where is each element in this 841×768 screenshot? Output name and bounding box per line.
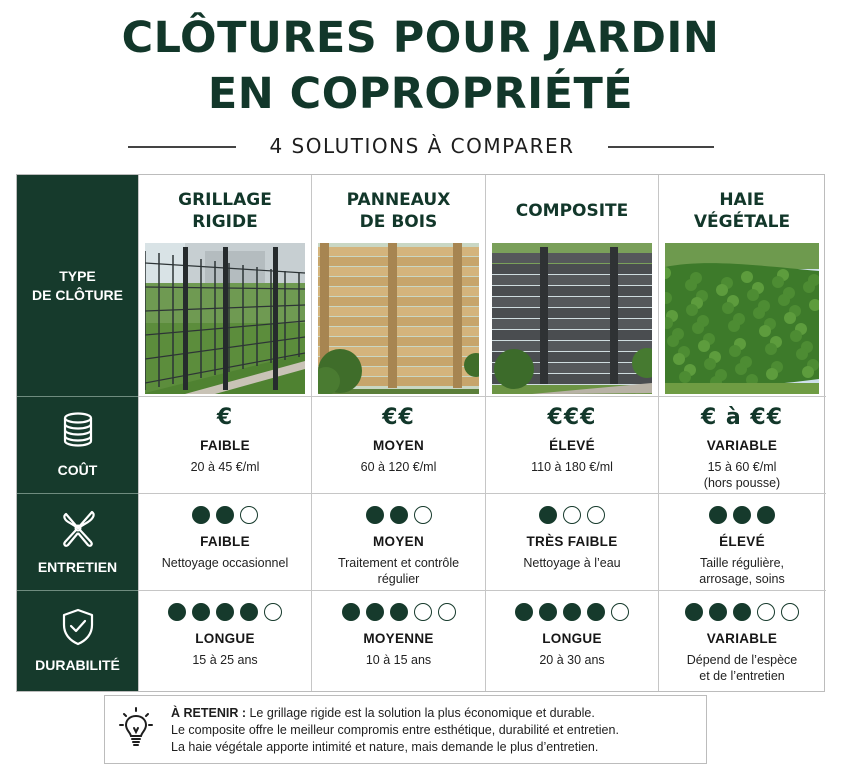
key-takeaway-line1: Le grillage rigide est la solution la plus économique et durable.	[249, 706, 595, 720]
cost-cell-composite	[486, 405, 658, 475]
durability-level: MOYENNE	[363, 631, 434, 646]
durability-rating	[139, 603, 311, 621]
page-title-line2: EN COPROPRIÉTÉ	[207, 69, 634, 119]
rating-dot	[781, 603, 799, 621]
rigid-mesh-fence-photo	[145, 243, 305, 394]
cost-symbol: €€€	[547, 405, 597, 430]
wood-panel-fence-photo	[318, 243, 479, 394]
shield-check-icon	[61, 608, 95, 646]
rating-dot	[709, 506, 727, 524]
page-title-line1: CLÔTURES POUR JARDIN	[121, 13, 720, 63]
rating-dot	[563, 506, 581, 524]
cost-level: ÉLEVÉ	[549, 438, 595, 453]
maintenance-detail: Nettoyage à l’eau	[523, 556, 621, 570]
rating-dot	[390, 603, 408, 621]
rating-dot	[587, 506, 605, 524]
cost-cell-rigid-mesh	[139, 405, 311, 475]
row-divider	[138, 590, 826, 591]
cost-detail: 15 à 60 €/ml (hors pousse)	[703, 460, 781, 490]
rating-dot	[563, 603, 581, 621]
column-header-hedge: HAIE VÉGÉTALE	[693, 190, 791, 232]
maintenance-rating	[659, 506, 825, 524]
row-label-cost	[17, 397, 138, 493]
rating-dot	[611, 603, 629, 621]
key-takeaway-line2: Le composite offre le meilleur compromis entre esthétique, durabilité et entretien.	[171, 723, 619, 737]
rating-dot	[216, 603, 234, 621]
rating-dot	[192, 603, 210, 621]
cost-level: FAIBLE	[200, 438, 250, 453]
durability-rating	[312, 603, 485, 621]
rating-dot	[539, 603, 557, 621]
durability-detail: 10 à 15 ans	[365, 653, 432, 667]
rating-dot	[685, 603, 703, 621]
cost-level: VARIABLE	[706, 438, 778, 453]
maintenance-rating	[486, 506, 658, 524]
durability-cell-composite	[486, 603, 658, 668]
maintenance-cell-composite	[486, 506, 658, 571]
row-label-type: TYPE DE CLÔTURE	[32, 267, 123, 303]
cost-detail: 110 à 180 €/ml	[531, 460, 613, 474]
cost-symbol: €	[216, 405, 234, 430]
cost-detail: 20 à 45 €/ml	[190, 460, 260, 474]
comparison-table	[16, 174, 825, 692]
rating-dot	[342, 603, 360, 621]
maintenance-cell-wood-panels	[312, 506, 485, 587]
key-takeaway-box	[104, 695, 707, 764]
rating-dot	[757, 506, 775, 524]
rating-dot	[240, 603, 258, 621]
row-label-maintenance-text: ENTRETIEN	[37, 558, 118, 575]
durability-detail: 15 à 25 ans	[192, 653, 258, 667]
cost-detail: 60 à 120 €/ml	[360, 460, 437, 474]
rating-dot	[168, 603, 186, 621]
coins-icon	[61, 411, 95, 449]
maintenance-level: FAIBLE	[200, 534, 250, 549]
rating-dot	[414, 603, 432, 621]
rating-dot	[438, 603, 456, 621]
rating-dot	[733, 506, 751, 524]
durability-cell-hedge	[659, 603, 825, 684]
subtitle-row	[0, 133, 841, 159]
maintenance-detail: Traitement et contrôle régulier	[337, 556, 460, 586]
key-takeaway-lead: À RETENIR :	[171, 706, 246, 720]
composite-fence-photo	[492, 243, 652, 394]
row-label-cost-text: COÛT	[57, 461, 98, 478]
rating-dot	[216, 506, 234, 524]
row-divider	[138, 493, 826, 494]
cost-symbol: € à €€	[700, 405, 784, 430]
rating-dot	[733, 603, 751, 621]
maintenance-level: TRÈS FAIBLE	[526, 534, 618, 549]
rating-dot	[240, 506, 258, 524]
maintenance-level: ÉLEVÉ	[719, 534, 765, 549]
rating-dot	[366, 506, 384, 524]
lightbulb-icon	[119, 706, 153, 750]
key-takeaway-text	[171, 705, 701, 756]
column-header-composite: COMPOSITE	[515, 201, 629, 221]
cost-level: MOYEN	[372, 438, 424, 453]
rating-dot	[390, 506, 408, 524]
maintenance-cell-rigid-mesh	[139, 506, 311, 571]
maintenance-rating	[312, 506, 485, 524]
maintenance-rating	[139, 506, 311, 524]
maintenance-level: MOYEN	[372, 534, 424, 549]
rating-dot	[587, 603, 605, 621]
column-header-rigid-mesh: GRILLAGE RIGIDE	[178, 190, 272, 232]
rating-dot	[366, 603, 384, 621]
rating-dot	[757, 603, 775, 621]
subtitle-rule-left	[128, 146, 236, 148]
row-label-durability	[17, 591, 138, 691]
durability-rating	[486, 603, 658, 621]
rating-dot	[264, 603, 282, 621]
durability-detail: Dépend de l’espèce et de l’entretien	[686, 653, 798, 683]
durability-level: VARIABLE	[706, 631, 778, 646]
key-takeaway-line3: La haie végétale apporte intimité et nature, mais demande le plus d’entretien.	[171, 740, 599, 754]
rating-dot	[709, 603, 727, 621]
rating-dot	[192, 506, 210, 524]
maintenance-detail: Taille régulière, arrosage, soins	[699, 556, 785, 586]
durability-level: LONGUE	[195, 631, 255, 646]
row-label-durability-text: DURABILITÉ	[35, 656, 120, 673]
durability-rating	[659, 603, 825, 621]
durability-cell-rigid-mesh	[139, 603, 311, 668]
cost-cell-wood-panels	[312, 405, 485, 475]
rating-dot	[414, 506, 432, 524]
column-header-wood-panels: PANNEAUX DE BOIS	[346, 190, 451, 232]
maintenance-detail: Nettoyage occasionnel	[161, 556, 289, 570]
row-divider	[138, 396, 826, 397]
row-label-maintenance	[17, 494, 138, 590]
rating-dot	[515, 603, 533, 621]
pruning-shears-icon	[58, 508, 98, 548]
green-hedge-photo	[665, 243, 819, 394]
rating-dot	[539, 506, 557, 524]
durability-level: LONGUE	[542, 631, 602, 646]
subtitle-rule-right	[608, 146, 714, 148]
durability-detail: 20 à 30 ans	[539, 653, 605, 667]
subtitle: 4 SOLUTIONS À COMPARER	[269, 134, 575, 158]
cost-symbol: €€	[382, 405, 415, 430]
cost-cell-hedge	[659, 405, 825, 491]
maintenance-cell-hedge	[659, 506, 825, 587]
durability-cell-wood-panels	[312, 603, 485, 668]
